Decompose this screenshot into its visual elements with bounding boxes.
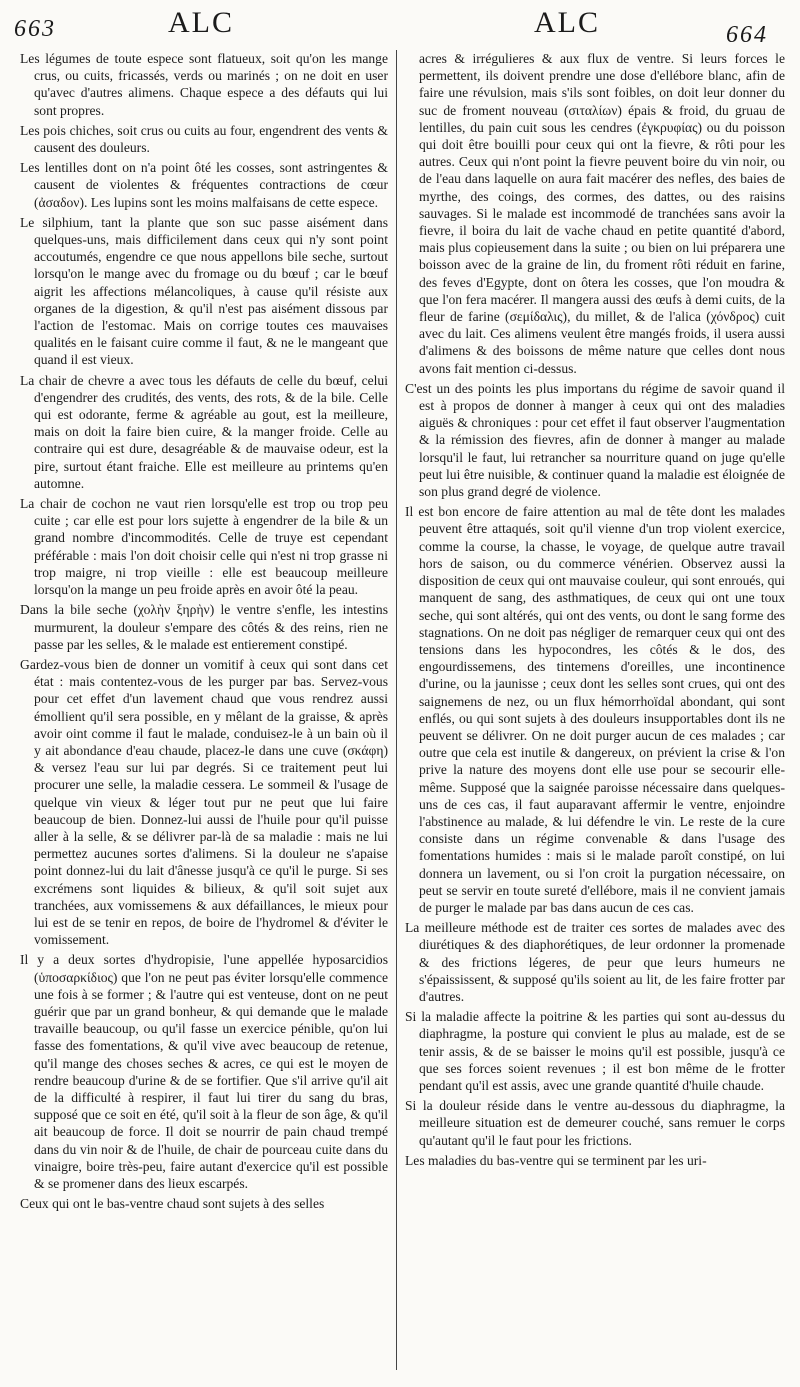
- paragraph: Gardez-vous bien de donner un vomitif à ceux qui sont dans cet état : mais contentez-vous de les purger par bas. Servez-vous pour cet effet d'un lavement chaud que vous rendrez aussi émollient qu'il sera possible, en y mêlant de la graisse, & après avoir oint comme il faut le malade, conduisez-le à un bain où il y ait abondance d'eau chaude, placez-le dans une cuve (σκάφη) & versez l'eau sur lui par degrés. Si ce traitement peut lui procurer une selle, la maladie cessera. Le sommeil & l'usage de quelque vin vieux & léger tout pur ne peut que lui faire beaucoup de bien. Donnez-lui aussi de l'huile pour qu'il puisse aller à la selle, & se délivrer par-là de sa maladie : mais ne lui permettez aucunes sortes d'alimens. Si la douleur ne s'apaise point donnez-lui du lait d'ânesse jusqu'à ce qu'il le purge. Si ses excrémens sont liquides & bilieux, & qu'il soit sujet aux tranchées, aux vomissemens & aux défaillances, le mieux pour lui est de se tenir en repos, de boire de l'hydromel & d'éviter le vomissement.: [20, 656, 388, 948]
- left-page-number: 663: [14, 16, 56, 42]
- paragraph: Le silphium, tant la plante que son suc passe aisément dans quelques-uns, mais difficilement dans ceux qui n'y sont point accoutumés, engendre ce que nous appellons bile seche, surtout lorsqu'on le mange avec du fromage ou du bœuf ; car le bœuf aigrit les affections mélancoliques, à cause qu'il résiste aux organes de la digestion, & qu'il n'est pas aisément dissous par l'action de l'estomac. Mais on corrige toutes ces mauvaises qualités en le faisant cuire comme il faut, & ne le mangeant que quand il est vieux.: [20, 214, 388, 368]
- left-text-column: [20, 50, 388, 1382]
- paragraph: Dans la bile seche (χολὴν ξηρὴν) le ventre s'enfle, les intestins murmurent, la douleur s'empare des côtés & des reins, rien ne passe par les selles, & le malade est entierement constipé.: [20, 602, 388, 652]
- right-page-number: 664: [726, 22, 768, 48]
- column-divider: [396, 50, 397, 1370]
- paragraph: Si la maladie affecte la poitrine & les parties qui sont au-dessus du diaphragme, la posture qui convient le plus au malade, est de se tenir assis, & de se baisser le moins qu'il est possible, jusqu'à ce que ses forces soient revenues ; il est bon même de le frotter pendant qu'il est assis, avec une grande quantité d'huile chaude.: [405, 1009, 785, 1093]
- paragraph: La meilleure méthode est de traiter ces sortes de malades avec des diurétiques & des diaphorétiques, de leur ordonner la promenade & des frictions légeres, de peur que leurs humeurs ne s'épaississent, & supposé qu'ils soient au lit, de les faire frotter par d'autres.: [405, 920, 785, 1004]
- paragraph: Il y a deux sortes d'hydropisie, l'une appellée hyposarcidios (ὑποσαρκίδιος) que l'on ne peut pas éviter lorsqu'elle commence une fois à se former ; & l'autre qui est venteuse, dont on ne peut guérir que par un grand bonheur, & qui demande que le malade travaille beaucoup, ou qu'il fasse un exercice pénible, qu'on lui fasse des fomentations, & qu'il vive avec beaucoup de retenue, qu'il mange des choses seches & acres, ce qui est le moyen de rendre beaucoup d'urine & de se fortifier. Que s'il arrive qu'il ait de la difficulté à respirer, il faut lui tirer du sang du bras, supposé que ce soit en été, qu'il soit à la fleur de son âge, & qu'il ait beaucoup de force. Il doit se nourrir de pain chaud trempé dans du vin noir & de l'huile, de chair de pourceau cuite dans du vinaigre, boire très-peu, faire autant d'exercice qu'il est possible & se promener dans des lieux escarpés.: [20, 952, 388, 1191]
- paragraph: Les légumes de toute espece sont flatueux, soit qu'on les mange crus, ou cuits, fricassés, verds ou marinés ; on ne doit en user qu'avec d'autres alimens. Chaque espece a des défauts qui lui sont propres.: [20, 51, 388, 118]
- paragraph: Les maladies du bas-ventre qui se terminent par les uri-: [405, 1152, 707, 1168]
- paragraph: La chair de chevre a avec tous les défauts de celle du bœuf, celui d'engendrer des crudités, des vents, des rots, & de la bile. Celle qui est odorante, ferme & agréable au gout, est la meilleure, mais on doit la faire bien cuire, & la manger froide. Celle au contraire qui est dure, desagréable & de mauvaise odeur, est la pire, surtout étant fraiche. Elle est meilleure au printems qu'en automne.: [20, 372, 388, 491]
- paragraph: Il est bon encore de faire attention au mal de tête dont les malades peuvent être attaqués, soit qu'il vienne d'un trop violent exercice, comme la course, la chasse, le voyage, de quelque autre travail hors de saison, ou du commerce vénérien. Observez aussi la disposition de ceux qui ont mauvaise couleur, qui sont enroués, qui manquent de sang, des asthmatiques, de ceux qui ont une toux seche, qui sont altérés, qui ont des vents, ou dont le sang forme des stagnations. On ne doit pas négliger de remarquer ceux qui ont des tensions dans les hypocondres, les côtés & le dos, des engourdissemens, des tintemens d'oreilles, une incontinence d'urine, ou la jaunisse ; ceux dont les selles sont crues, qui ont des saignemens de nez, ou un flux hémorrhoïdal abondant, qui sont enflés, ou qui sont sujets à des douleurs insupportables dont ils ne peuvent se délivrer. On ne doit purger aucun de ces malades ; car outre que cela est inutile & dangereux, on prévient la crise & l'on prive la nature des moyens dont elle use pour se secourir elle-même. Supposé que la saignée paroisse nécessaire dans quelques-uns de ces cas, il faut auparavant affermir le ventre, enjoindre l'abstinence au malade, & lui défendre le vin. Le reste de la cure consiste dans un régime convenable & dans l'usage des fomentations humides : mais si le malade paroît constipé, on lui donnera un lavement, ou si l'on croit la purgation nécessaire, on peut se servir en toute sureté d'ellébore, mais il ne convient jamais de purger le malade par bas dans aucun de ces cas.: [405, 504, 785, 915]
- paragraph: Les pois chiches, soit crus ou cuits au four, engendrent des vents & causent des douleurs.: [20, 122, 388, 156]
- paragraph: Ceux qui ont le bas-ventre chaud sont sujets à des selles: [20, 1196, 325, 1212]
- right-text-column: [405, 50, 785, 1382]
- right-running-head: ALC: [534, 6, 600, 39]
- paragraph-continued: acres & irrégulieres & aux flux de ventre. Si leurs forces le permettent, ils doivent prendre une dose d'ellébore blanc, afin de faire une révulsion, mais s'ils sont foibles, on doit leur donner du suc de froment nouveau (σιταλίων) épais & froid, du gruau de lentilles, du pain cuit sous les cendres (ἐγκρυφίας) ou du poisson qui doit être bouilli pour ceux qui ont la fievre, & rôti pour les autres. Ceux qui n'ont point la fievre peuvent boire du vin noir, ou de l'eau dans laquelle on aura fait macérer des nefles, des baies de myrthe, des coings, des cormes, des dattes, ou des raisins sauvages. Si le malade est incommodé de tranchées sans avoir la fievre, il boira du lait de vache chaud en petite quantité d'abord, mais plus copieusement dans la suite ; ou bien on lui préparera une boisson avec de la graine de lin, du froment rôti réduit en farine, des feves d'Egypte, dont on ôtera les cosses, que l'on moudra & que l'on fera macérer. Il mangera aussi des œufs à demi cuits, de la fleur de farine (σεμίδαλις), du millet, & de l'alica (χόνδρος) cuit avec du lait. Ces alimens veulent être mangés froids, il usera aussi d'alimens & des boissons de même nature que celles dont nous avons fait mention ci-dessus.: [419, 51, 785, 376]
- paragraph: Si la douleur réside dans le ventre au-dessous du diaphragme, la meilleure situation est de demeurer couché, sans remuer le corps qu'autant qu'il le faut pour les frictions.: [405, 1098, 785, 1148]
- paragraph: C'est un des points les plus importans du régime de savoir quand il est à propos de donner à manger à ceux qui ont des maladies aiguës & chroniques : pour cet effet il faut observer l'augmentation & la rémission des fievres, afin de donner à manger au malade lorsqu'il le faut, lui retrancher sa nourriture quand on juge qu'elle peut lui être nuisible, & continuer quand la maladie est éloignée de son plus grand degré de violence.: [405, 380, 785, 500]
- paragraph: La chair de cochon ne vaut rien lorsqu'elle est trop ou trop peu cuite ; car elle est pour lors sujette à engendrer de la bile & un grand nombre d'incommodités. Celle de truye est cependant préférable : mais l'on doit choisir celle qui n'est ni trop grasse ni trop maigre, ni trop vieille : elle est beaucoup meilleure lorsqu'on la mange un peu froide après en avoir ôté la peau.: [20, 496, 388, 598]
- left-running-head: ALC: [168, 6, 234, 39]
- paragraph: Les lentilles dont on n'a point ôté les cosses, sont astringentes & causent de violentes & fréquentes contractions de cœur (ἀσαδον). Les lupins sont les moins malfaisans de cette espece.: [20, 160, 388, 210]
